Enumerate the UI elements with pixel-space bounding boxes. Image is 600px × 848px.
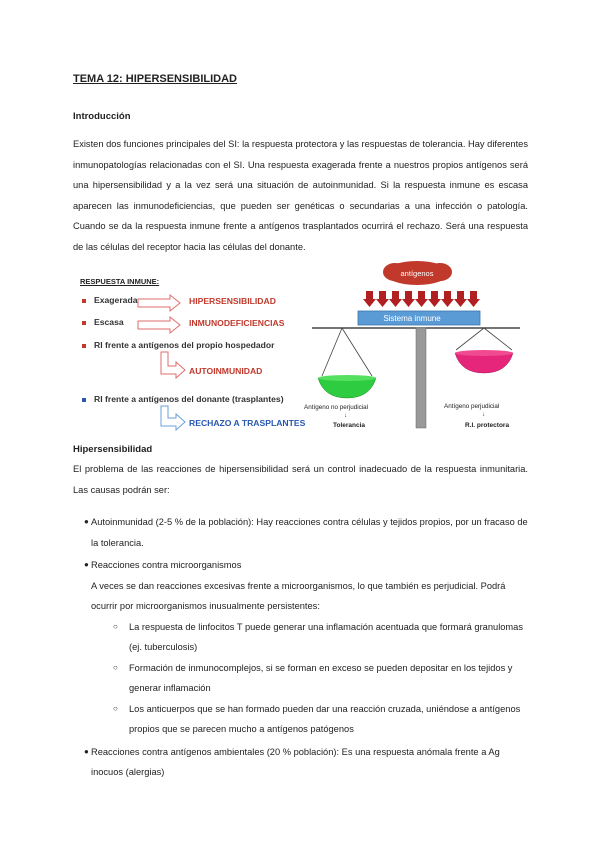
left-pan-label: Antígeno no perjudicial xyxy=(304,404,369,411)
hyper-heading: Hipersensibilidad xyxy=(73,444,153,455)
sub-list-item: ○ Los anticuerpos que se han formado pueden dar una reacción cruzada, uniéndose a antígenos propios que se parecen mucho a antígenos patógenos xyxy=(91,699,528,740)
list-item xyxy=(73,555,528,740)
diagram-item-label: RI frente a antígenos del donante (trasplantes) xyxy=(94,394,284,404)
intro-heading: Introducción xyxy=(73,111,131,122)
diagram-item-label: Exagerada xyxy=(94,295,138,305)
causes-list xyxy=(73,512,528,785)
arrow-rechazo-icon xyxy=(161,406,185,430)
diagram-result-rechazo: RECHAZO A TRASPLANTES xyxy=(189,418,306,428)
hyper-paragraph: El problema de las reacciones de hipersensibilidad será un control inadecuado de la respuesta inmunitaria. Las causas podrán ser: xyxy=(73,464,528,495)
downward-arrows-icon xyxy=(363,291,480,307)
intro-paragraph: Existen dos funciones principales del SI: la respuesta protectora y las respuestas de tolerancia. Hay diferentes inmunopatologías relacionadas con el SI. Una respuesta exagerada frente a nuestros propios antígenos será una hipersensibilidad y a la vez será una situación de autoinmunidad. Si la respuesta inmune es escasa aparecen las inmunodeficiencias, que pueden ser genéticas o secundarias a una infección o patología. Cuando se da la respuesta inmune frente a antígenos trasplantados ocurrirá el rechazo. Será una respuesta de las células del receptor hacia las células del donante. xyxy=(73,139,528,252)
cause-extra: A veces se dan reacciones excesivas frente a microorganismos, lo que también es perjudicial. Podrá ocurrir por microorganismos inusualmente persistentes: xyxy=(91,580,506,611)
cause-text: ● Reacciones contra microorganismos xyxy=(91,560,242,570)
left-down-arrow-icon: ↓ xyxy=(344,413,347,419)
cause-text: Reacciones contra antígenos ambientales (20 % población): Es una respuesta anómala frente a Ag inocuos (alergias) xyxy=(91,746,500,777)
right-pan-icon xyxy=(455,328,513,373)
diagram-result-hipersensibilidad: HIPERSENSIBILIDAD xyxy=(189,296,276,306)
list-item xyxy=(73,512,528,553)
right-pan-result: R.I. protectora xyxy=(465,422,510,429)
page-title: TEMA 12: HIPERSENSIBILIDAD xyxy=(73,73,238,85)
immune-system-label: Sistema inmune xyxy=(383,314,441,323)
immune-balance-diagram xyxy=(300,258,540,438)
balance-post xyxy=(416,328,426,428)
diagram-result-inmunodeficiencias: INMUNODEFICIENCIAS xyxy=(189,318,285,328)
diagram-item-label: RI frente a antígenos del propio hospedador xyxy=(94,340,275,350)
arrow-autoinmunidad-icon xyxy=(161,352,185,378)
right-down-arrow-icon: ↓ xyxy=(482,412,485,418)
left-pan-result: Tolerancia xyxy=(333,422,366,429)
diagram-title: RESPUESTA INMUNE: xyxy=(80,277,160,286)
antigens-label: antígenos xyxy=(400,269,434,278)
cause-text: Autoinmunidad (2-5 % de la población): Hay reacciones contra células y tejidos propios, por un fracaso de la tolerancia. xyxy=(91,517,528,548)
left-pan-icon xyxy=(318,328,376,398)
right-pan-label: Antígeno perjudicial xyxy=(444,403,500,410)
sub-list-item: ○ La respuesta de linfocitos T puede generar una inflamación acentuada que formará granulomas (ej. tuberculosis) xyxy=(91,617,528,658)
list-item xyxy=(73,742,528,783)
diagram-item-label: Escasa xyxy=(94,317,124,327)
arrow-escasa-icon xyxy=(138,317,180,333)
diagram-result-autoinmunidad: AUTOINMUNIDAD xyxy=(189,366,263,376)
arrow-exagerada-icon xyxy=(138,295,180,311)
sub-list xyxy=(91,617,528,740)
sub-list-item: ○ Formación de inmunocomplejos, si se forman en exceso se pueden depositar en los tejidos y generar inflamación xyxy=(91,658,528,699)
